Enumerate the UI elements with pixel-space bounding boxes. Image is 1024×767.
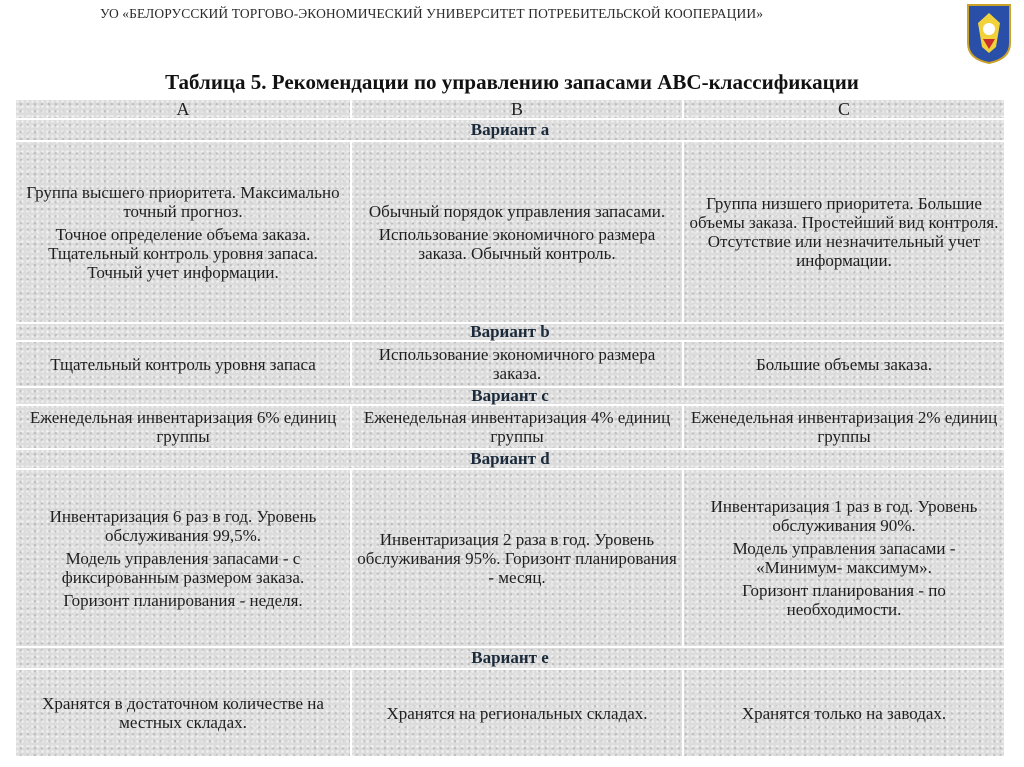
column-header-b: В — [352, 100, 684, 118]
variant-e-header: Вариант е — [16, 648, 1004, 670]
cell-text: Горизонт планирования - неделя. — [63, 590, 303, 610]
cell-text: Горизонт планирования - по необходимости. — [742, 581, 946, 619]
table-row-variant-e — [16, 670, 1004, 756]
cell-a-variant-b — [16, 342, 352, 386]
table-row-variant-d — [16, 470, 1004, 648]
cell-c-variant-a — [684, 142, 1004, 322]
cell-text: Еженедельная инвентаризация 6% единиц группы — [29, 408, 337, 446]
table-row-variant-c — [16, 406, 1004, 450]
cell-text: Большие объемы заказа. — [755, 354, 933, 374]
cell-text: Инвентаризация 2 раза в год. Уровень обслуживания 95%. Горизонт планирования - месяц. — [357, 529, 677, 587]
cell-text: Точное определение объема заказа. Тщательный контроль уровня запаса. Точный учет информации. — [48, 224, 318, 282]
university-emblem-icon — [966, 3, 1012, 65]
cell-text: Использование экономичного размера заказа. — [378, 345, 656, 383]
cell-text: Тщательный контроль уровня запаса — [50, 354, 316, 374]
table-row-variant-b — [16, 342, 1004, 388]
table-row-variant-a — [16, 142, 1004, 324]
cell-a-variant-c — [16, 406, 352, 448]
cell-text: Инвентаризация 6 раз в год. Уровень обслуживания 99,5%. — [49, 506, 317, 545]
cell-text: Хранятся в достаточном количестве на местных складах. — [42, 694, 324, 732]
cell-text: Модель управления запасами - с фиксированным размером заказа. — [61, 548, 305, 587]
cell-text: Обычный порядок управления запасами. — [368, 201, 666, 221]
column-header-a: А — [16, 100, 352, 118]
variant-c-header: Вариант с — [16, 388, 1004, 406]
cell-b-variant-d — [352, 470, 684, 646]
cell-b-variant-b — [352, 342, 684, 386]
cell-a-variant-a — [16, 142, 352, 322]
cell-c-variant-b — [684, 342, 1004, 386]
university-name: УО «БЕЛОРУССКИЙ ТОРГОВО-ЭКОНОМИЧЕСКИЙ УНИВЕРСИТЕТ ПОТРЕБИТЕЛЬСКОЙ КООПЕРАЦИИ» — [100, 6, 764, 21]
cell-text: Модель управления запасами - «Минимум- максимум». — [732, 539, 956, 577]
cell-a-variant-e — [16, 670, 352, 756]
cell-text: Хранятся на региональных складах. — [386, 703, 648, 723]
cell-c-variant-e — [684, 670, 1004, 756]
page-title: Таблица 5. Рекомендации по управлению запасами АВС-классификации — [165, 70, 859, 94]
cell-text: Группа высшего приоритета. Максимально точный прогноз. — [26, 182, 340, 221]
abc-table — [16, 100, 1004, 756]
cell-text: Еженедельная инвентаризация 4% единиц группы — [363, 408, 671, 446]
cell-b-variant-c — [352, 406, 684, 448]
cell-b-variant-e — [352, 670, 684, 756]
variant-b-header: Вариант b — [16, 324, 1004, 342]
variant-d-header: Вариант d — [16, 450, 1004, 470]
cell-text: Еженедельная инвентаризация 2% единиц группы — [690, 408, 998, 446]
cell-text: Хранятся только на заводах. — [741, 703, 947, 723]
cell-text: Инвентаризация 1 раз в год. Уровень обслуживания 90%. — [710, 497, 978, 535]
cell-c-variant-d — [684, 470, 1004, 646]
cell-text: Использование экономичного размера заказа. Обычный контроль. — [378, 224, 656, 263]
cell-c-variant-c — [684, 406, 1004, 448]
cell-a-variant-d — [16, 470, 352, 646]
cell-text: Группа низшего приоритета. Большие объемы заказа. Простейший вид контроля. Отсутствие или незначительный учет информации. — [689, 194, 999, 270]
cell-b-variant-a — [352, 142, 684, 322]
variant-a-header: Вариант а — [16, 120, 1004, 142]
table-header-row — [16, 100, 1004, 120]
column-header-c: С — [837, 99, 850, 119]
